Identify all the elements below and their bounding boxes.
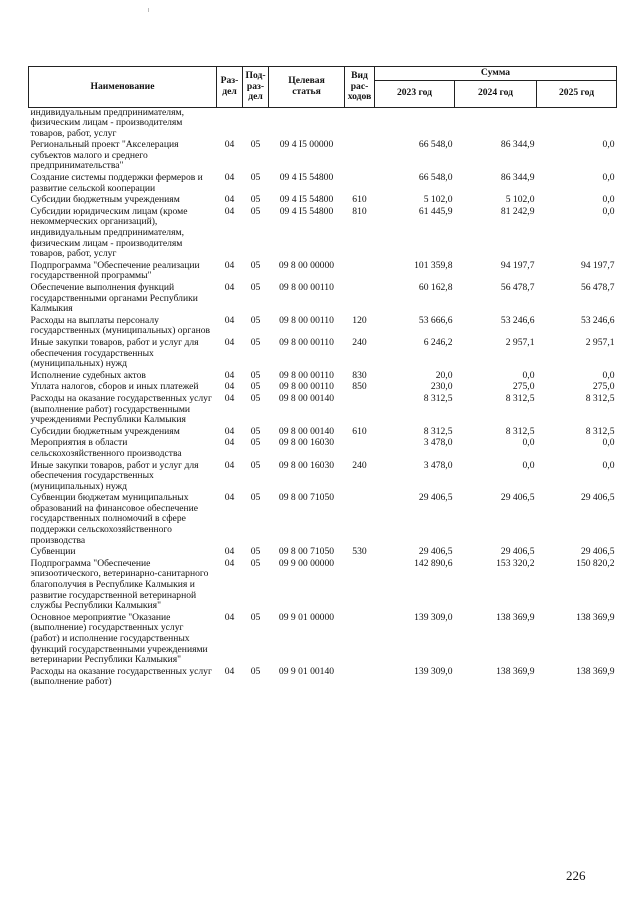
- cell-rz: 04: [224, 546, 235, 558]
- table-row: [29, 261, 617, 283]
- cell-cs: 09 8 00 00140: [278, 392, 335, 404]
- cell-s23: 139 309,0: [414, 665, 453, 677]
- cell-s25: 0,0: [602, 205, 615, 217]
- header-target: Целевая статья: [269, 67, 345, 108]
- cell-rz: 04: [224, 259, 235, 271]
- cell-rz: 04: [224, 381, 235, 393]
- table-row: [29, 667, 617, 689]
- cell-cs: 09 4 I5 00000: [279, 139, 334, 151]
- cell-rz: 04: [224, 314, 235, 326]
- budget-table: [28, 66, 617, 689]
- cell-cs: 09 8 00 00000: [278, 259, 335, 271]
- cell-name: Субсидии бюджетным учреждениям: [30, 194, 180, 206]
- cell-s25: 8 312,5: [585, 425, 615, 437]
- cell-s23: 101 359,8: [414, 259, 453, 271]
- cell-s25: 0,0: [602, 437, 615, 449]
- cell-rz: 04: [224, 665, 235, 677]
- cell-pr: 05: [250, 392, 261, 404]
- cell-name: индивидуальным предпринимателям, физическим лицам - производителям товаров, работ, услуг: [30, 106, 184, 139]
- cell-vr: 610: [352, 194, 367, 206]
- cell-rz: 04: [224, 139, 235, 151]
- cell-vr: 850: [352, 381, 367, 393]
- cell-vr: 120: [352, 314, 367, 326]
- cell-pr: 05: [250, 425, 261, 437]
- cell-s23: 142 890,6: [414, 557, 453, 569]
- cell-s25: 56 478,7: [580, 282, 615, 293]
- cell-name: Субвенции бюджетам муниципальных образований на финансовое обеспечение государственных полномочий в сфере поддержки сельскохозяйственного производства: [30, 492, 199, 546]
- cell-cs: 09 9 00 00000: [278, 557, 335, 569]
- cell-s25: 29 406,5: [580, 492, 615, 504]
- cell-cs: 09 8 00 00110: [279, 336, 334, 348]
- cell-s24: 29 406,5: [500, 546, 535, 558]
- cell-cs: 09 8 00 00110: [279, 381, 334, 393]
- cell-name: Обеспечение выполнения функций государственными органами Республики Калмыкия: [30, 282, 198, 315]
- cell-name: Субсидии бюджетным учреждениям: [30, 425, 180, 437]
- table-row: [29, 207, 617, 261]
- cell-cs: 09 8 00 00110: [279, 314, 334, 326]
- cell-rz: 04: [224, 194, 235, 206]
- header-2023: 2023 год: [375, 80, 455, 107]
- cell-vr: [345, 283, 375, 316]
- cell-rz: 04: [224, 437, 235, 449]
- cell-pr: 05: [250, 172, 261, 184]
- cell-s23: 3 478,0: [423, 437, 453, 449]
- cell-s24: 86 344,9: [500, 172, 535, 184]
- cell-cs: 09 4 I5 54800: [279, 205, 334, 217]
- cell-name: Создание системы поддержки фермеров и развитие сельской кооперации: [30, 172, 203, 194]
- cell-pr: 05: [250, 194, 261, 206]
- cell-cs: 09 9 01 00000: [278, 611, 335, 623]
- header-2025: 2025 год: [537, 80, 617, 107]
- cell-cs: 09 8 00 71050: [278, 492, 335, 504]
- cell-vr: [345, 140, 375, 173]
- table-row: [29, 173, 617, 195]
- cell-s25: 0,0: [602, 369, 615, 381]
- cell-rz: 04: [224, 282, 235, 293]
- cell-vr: 240: [352, 336, 367, 348]
- cell-pr: 05: [250, 492, 261, 504]
- cell-name: Основное мероприятие "Оказание (выполнение) государственных услуг (работ) и исполнение государственных функций государственными учреждениями ветеринарии Республики Калмыкия": [30, 611, 208, 666]
- cell-pr: 05: [250, 259, 261, 271]
- cell-name: Исполнение судебных актов: [30, 369, 146, 381]
- cell-name: Подпрограмма "Обеспечение эпизоотического, ветеринарно-санитарного благополучия в Республике Калмыкия и развитие государственной ветеринарной службы Республики Калмыкия": [30, 557, 209, 612]
- cell-rz: 04: [224, 369, 235, 381]
- cell-cs: 09 8 00 16030: [278, 437, 335, 449]
- table-row: [29, 493, 617, 547]
- cell-pr: 05: [250, 611, 261, 623]
- cell-name: Мероприятия в области сельскохозяйственного производства: [30, 437, 182, 459]
- cell-s24: 53 246,6: [500, 314, 535, 326]
- cell-s23: 6 246,2: [423, 336, 453, 348]
- cell-pr: 05: [250, 437, 261, 449]
- cell-name: Расходы на оказание государственных услуг (выполнение работ): [30, 665, 212, 688]
- cell-pr: 05: [250, 205, 261, 217]
- cell-pr: 05: [250, 369, 261, 381]
- cell-cs: 09 4 I5 54800: [279, 194, 334, 206]
- cell-pr: 05: [250, 139, 261, 151]
- cell-cs: 09 8 00 16030: [278, 459, 335, 471]
- cell-s23: 29 406,5: [418, 546, 453, 558]
- cell-rz: 04: [224, 392, 235, 404]
- cell-vr: [345, 261, 375, 283]
- cell-s23: 20,0: [435, 369, 453, 381]
- header-vid: Вид рас- ходов: [345, 67, 375, 108]
- cell-s25: 2 957,1: [585, 336, 615, 348]
- table-row: [29, 283, 617, 316]
- cell-pr: 05: [250, 336, 261, 348]
- cell-s24: 8 312,5: [505, 392, 535, 404]
- page-number: 226: [566, 868, 586, 883]
- cell-rz: 04: [224, 425, 235, 437]
- cell-name: Уплата налогов, сборов и иных платежей: [30, 381, 199, 393]
- table-row: [29, 140, 617, 173]
- cell-s23: 61 445,9: [418, 205, 453, 217]
- cell-s23: 53 666,6: [418, 314, 453, 326]
- cell-s24: 8 312,5: [505, 425, 535, 437]
- scan-mark: [148, 8, 149, 12]
- cell-name: Иные закупки товаров, работ и услуг для обеспечения государственных (муниципальных) нужд: [30, 459, 199, 492]
- cell-rz: 04: [224, 336, 235, 348]
- cell-s23: 66 548,0: [418, 139, 453, 151]
- cell-vr: 810: [352, 205, 367, 217]
- cell-name: Региональный проект "Акселерация субъектов малого и среднего предпринимательства": [30, 139, 179, 172]
- cell-s24: 0,0: [522, 437, 535, 449]
- cell-rz: 04: [224, 172, 235, 184]
- table-row: [29, 338, 617, 371]
- cell-s25: 0,0: [602, 459, 615, 471]
- header-sum: Сумма: [375, 67, 617, 81]
- cell-s25: [537, 107, 617, 140]
- table-row: [29, 316, 617, 338]
- cell-name: Расходы на оказание государственных услуг (выполнение работ) государственными учреждениями Республики Калмыкия: [30, 392, 212, 426]
- cell-s24: 29 406,5: [500, 492, 535, 504]
- cell-pr: 05: [250, 546, 261, 558]
- cell-s23: 8 312,5: [423, 425, 453, 437]
- cell-vr: [345, 438, 375, 460]
- cell-s24: 138 369,9: [496, 665, 535, 677]
- cell-cs: 09 8 00 00140: [278, 425, 335, 437]
- table-row: [29, 461, 617, 494]
- cell-s25: 53 246,6: [580, 314, 615, 326]
- cell-s25: 0,0: [602, 139, 615, 151]
- cell-rz: 04: [224, 557, 235, 569]
- cell-vr: [345, 493, 375, 547]
- cell-s24: 5 102,0: [505, 194, 535, 206]
- cell-s23: 29 406,5: [418, 492, 453, 504]
- cell-s23: 230,0: [430, 381, 453, 393]
- cell-s24: 138 369,9: [496, 611, 535, 623]
- cell-vr: 530: [352, 546, 367, 558]
- cell-pr: 05: [250, 557, 261, 569]
- cell-rz: 04: [224, 611, 235, 623]
- table-row: [29, 394, 617, 427]
- cell-s24: 0,0: [522, 369, 535, 381]
- cell-s23: 3 478,0: [423, 459, 453, 471]
- cell-vr: [345, 613, 375, 667]
- cell-s23: 5 102,0: [423, 194, 453, 206]
- cell-cs: 09 8 00 00110: [279, 282, 334, 293]
- cell-s25: 275,0: [592, 381, 615, 393]
- cell-rz: [217, 107, 243, 140]
- cell-name: Подпрограмма "Обеспечение реализации государственной программы": [30, 259, 200, 282]
- cell-s25: 138 369,9: [576, 611, 615, 623]
- cell-s25: 94 197,7: [580, 259, 615, 271]
- table-row: [29, 613, 617, 667]
- cell-cs: 09 9 01 00140: [278, 665, 335, 677]
- header-name: Наименование: [29, 67, 217, 108]
- cell-s23: [375, 107, 455, 140]
- cell-vr: [345, 667, 375, 689]
- cell-vr: [345, 559, 375, 613]
- cell-s23: 60 162,8: [418, 282, 453, 293]
- cell-vr: 830: [352, 369, 367, 381]
- cell-rz: 04: [224, 492, 235, 504]
- cell-name: Субвенции: [30, 546, 76, 558]
- cell-cs: 09 8 00 71050: [278, 546, 335, 558]
- cell-name: Субсидии юридическим лицам (кроме некоммерческих организаций), индивидуальным предпринимателям, физическим лицам - производителям товаров, работ, услуг: [30, 205, 188, 260]
- cell-s24: 275,0: [512, 381, 535, 393]
- table-body: [29, 107, 617, 689]
- cell-s24: 2 957,1: [505, 336, 535, 348]
- cell-s25: 29 406,5: [580, 546, 615, 558]
- cell-s25: 8 312,5: [585, 392, 615, 404]
- table-row: [29, 559, 617, 613]
- cell-name: Иные закупки товаров, работ и услуг для обеспечения государственных (муниципальных) нужд: [30, 336, 199, 370]
- table-row: [29, 438, 617, 460]
- cell-pr: 05: [250, 381, 261, 393]
- cell-vr: 610: [352, 425, 367, 437]
- cell-s24: [455, 107, 537, 140]
- cell-s24: 94 197,7: [500, 259, 535, 271]
- cell-pr: 05: [250, 665, 261, 677]
- cell-s25: 0,0: [602, 194, 615, 206]
- header-razdel: Раз- дел: [217, 67, 243, 108]
- cell-pr: 05: [250, 314, 261, 326]
- cell-s23: 139 309,0: [414, 611, 453, 623]
- table-row: [29, 107, 617, 140]
- cell-cs: [269, 107, 345, 140]
- cell-pr: 05: [250, 459, 261, 471]
- cell-s25: 0,0: [602, 172, 615, 184]
- header-podrazdel: Под- раз- дел: [243, 67, 269, 108]
- cell-s25: 138 369,9: [576, 665, 615, 677]
- header-2024: 2024 год: [455, 80, 537, 107]
- cell-vr: [345, 107, 375, 140]
- table-header-row: [29, 67, 617, 81]
- cell-s24: 153 320,2: [496, 557, 535, 569]
- cell-cs: 09 8 00 00110: [279, 369, 334, 381]
- cell-s25: 150 820,2: [576, 557, 615, 569]
- cell-vr: [345, 394, 375, 427]
- cell-s24: 0,0: [522, 459, 535, 471]
- cell-s23: 66 548,0: [418, 172, 453, 184]
- cell-pr: [243, 107, 269, 140]
- cell-cs: 09 4 I5 54800: [279, 172, 334, 184]
- cell-vr: [345, 173, 375, 195]
- cell-s24: 56 478,7: [500, 282, 535, 293]
- cell-s24: 86 344,9: [500, 139, 535, 151]
- cell-rz: 04: [224, 205, 235, 217]
- cell-name: Расходы на выплаты персоналу государственных (муниципальных) органов: [30, 314, 211, 337]
- cell-rz: 04: [224, 459, 235, 471]
- cell-vr: 240: [352, 459, 367, 471]
- cell-s24: 81 242,9: [500, 205, 535, 217]
- cell-pr: 05: [250, 282, 261, 293]
- cell-s23: 8 312,5: [423, 392, 453, 404]
